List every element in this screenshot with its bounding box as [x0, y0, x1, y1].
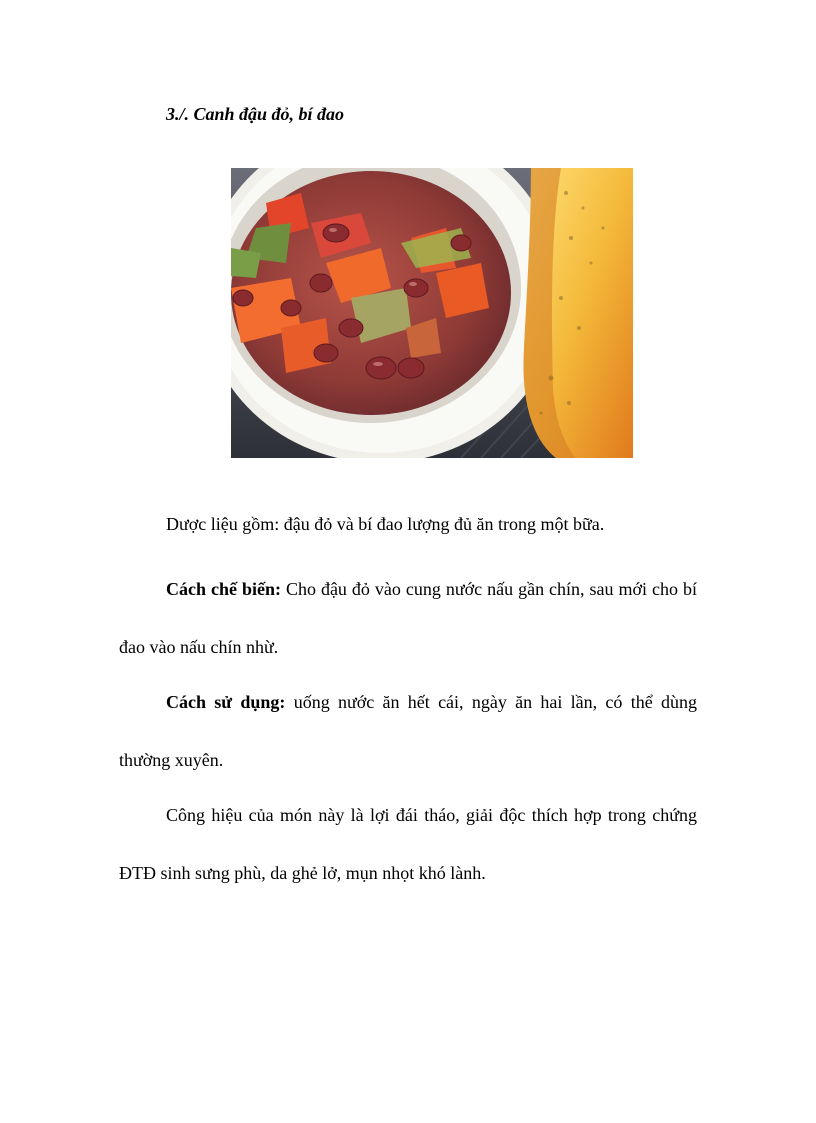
section-title: 3./. Canh đậu đỏ, bí đao	[166, 104, 345, 124]
paragraph-text: uống nước ăn hết cái, ngày ăn hai lần, có thể dùng thường xuyên.	[119, 692, 697, 770]
paragraph-effects	[119, 786, 697, 902]
paragraph-text: Dược liệu gồm: đậu đỏ và bí đao lượng đủ ăn trong một bữa.	[166, 514, 605, 534]
paragraph-label: Cách sử dụng:	[166, 692, 286, 712]
paragraph-preparation	[119, 560, 697, 676]
paragraph-label: Cách chế biến:	[166, 579, 281, 599]
paragraph-text: Cho đậu đỏ vào cung nước nấu gần chín, sau mới cho bí đao vào nấu chín nhừ.	[119, 579, 697, 657]
paragraph-usage	[119, 673, 697, 789]
soup-photo	[231, 168, 633, 458]
paragraph-text: Công hiệu của món này là lợi đái tháo, giải độc thích hợp trong chứng ĐTĐ sinh sưng phù, da ghẻ lở, mụn nhọt khó lành.	[119, 805, 697, 883]
paragraph-ingredients	[119, 495, 697, 553]
